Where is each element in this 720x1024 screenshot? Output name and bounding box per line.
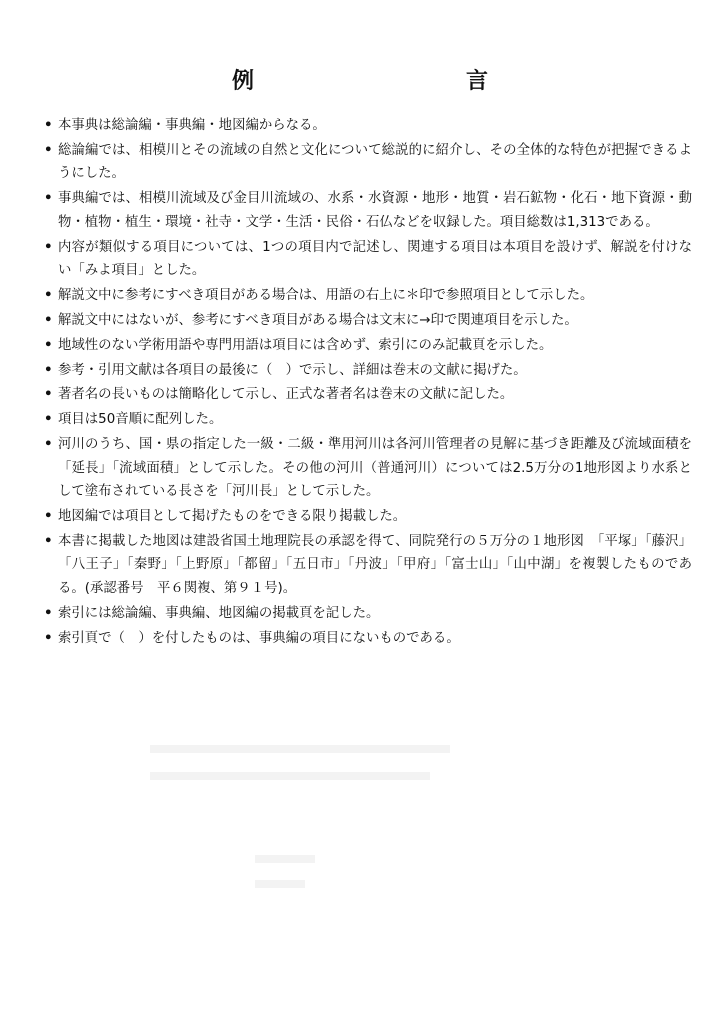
list-item (40, 627, 692, 650)
bullet-icon: • (44, 387, 53, 403)
list-item (40, 114, 692, 137)
list-item-text: 著者名の長いものは簡略化して示し、正式な著者名は巻末の文献に記した。 (58, 387, 514, 403)
list-item (40, 359, 692, 382)
page-title: 例 言 (231, 68, 544, 94)
bullet-icon: • (44, 191, 53, 207)
list-item-text: 本事典は総論編・事典編・地図編からなる。 (58, 118, 326, 133)
bullet-icon: • (44, 362, 53, 378)
notes-list (40, 114, 692, 651)
list-item (40, 334, 692, 357)
list-item (40, 602, 692, 625)
list-item-text: 内容が類似する項目については、1つの項目内で記述し、関連する項目は本項目を設けず、解説を付けない「みよ項目」とした。 (58, 239, 692, 278)
show-through-mark (150, 745, 450, 753)
list-item (40, 530, 692, 600)
list-item (40, 433, 692, 503)
show-through-mark (150, 772, 430, 780)
bullet-icon: • (44, 239, 53, 255)
list-item (40, 284, 692, 307)
list-item-text: 索引には総論編、事典編、地図編の掲載頁を記した。 (58, 605, 380, 621)
bullet-icon: • (44, 509, 53, 524)
list-item (40, 383, 692, 406)
bullet-icon: • (44, 142, 53, 158)
list-item (40, 505, 692, 528)
bullet-icon: • (44, 630, 53, 646)
list-item (40, 187, 692, 234)
list-item-text: 地域性のない学術用語や専門用語は項目には含めず、索引にのみ記載頁を示した。 (58, 337, 553, 353)
bullet-icon: • (44, 118, 53, 133)
list-item-text: 参考・引用文献は各項目の最後に（ ）で示し、詳細は巻末の文献に掲げた。 (58, 362, 527, 378)
list-item-text: 項目は50音順に配列した。 (58, 412, 223, 428)
show-through-mark (255, 855, 315, 863)
bullet-icon: • (44, 337, 53, 353)
list-item (40, 309, 692, 332)
list-item-text: 総論編では、相模川とその流域の自然と文化について総説的に紹介し、その全体的な特色が把握できるようにした。 (58, 142, 692, 182)
list-item (40, 236, 692, 283)
bullet-icon: • (44, 412, 53, 428)
list-item-text: 解説文中にはないが、参考にすべき項目がある場合は文末に→印で関連項目を示した。 (58, 312, 578, 328)
list-item-text: 本書に掲載した地図は建設省国土地理院長の承認を得て、同院発行の５万分の１地形図 「平塚」「藤沢」「八王子」「秦野」「上野原」「都留」「五日市」「丹波」「甲府」「富士山」「山中湖」を複製したものである。(承認番号 平６関複、第９１号)。 (58, 533, 692, 596)
list-item-text: 河川のうち、国・県の指定した一級・二級・準用河川は各河川管理者の見解に基づき距離及び流域面積を「延長」「流域面積」として示した。その他の河川（普通河川）については2.5万分の1地形図より水系として塗布されている長さを「河川長」として示した。 (58, 437, 692, 500)
list-item (40, 408, 692, 431)
list-item-text: 地図編では項目として掲げたものをできる限り掲載した。 (58, 509, 407, 524)
list-item-text: 索引頁で（ ）を付したものは、事典編の項目にないものである。 (58, 630, 460, 646)
bullet-icon: • (44, 605, 53, 621)
bullet-icon: • (44, 533, 53, 549)
bullet-icon: • (44, 287, 53, 303)
list-item (40, 139, 692, 186)
bullet-icon: • (44, 312, 53, 328)
show-through-mark (255, 880, 305, 888)
list-item-text: 解説文中に参考にすべき項目がある場合は、用語の右上に＊印で参照項目として示した。 (58, 287, 594, 303)
list-item-text: 事典編では、相模川流域及び金目川流域の、水系・水資源・地形・地質・岩石鉱物・化石・地下資源・動物・植物・植生・環境・社寺・文学・生活・民俗・石仏などを収録した。項目総数は1,313である。 (58, 191, 692, 230)
bullet-icon: • (44, 437, 53, 453)
